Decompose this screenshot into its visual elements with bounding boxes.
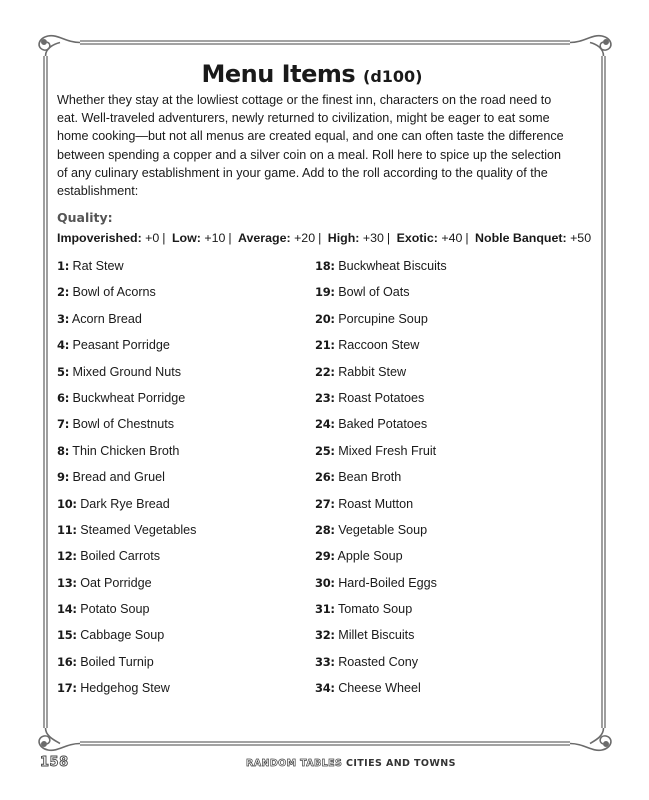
menu-item: [57, 337, 307, 363]
menu-item-number: 26:: [315, 470, 335, 485]
quality-name: High:: [327, 231, 360, 245]
menu-item: [57, 311, 307, 337]
menu-item-number: 27:: [315, 496, 335, 511]
menu-item-name: Baked Potatoes: [338, 417, 428, 432]
menu-item-number: 4:: [57, 338, 70, 353]
quality-mod: +40: [441, 231, 463, 245]
menu-item-number: 17:: [57, 681, 77, 696]
menu-item-name: Bean Broth: [338, 470, 402, 485]
menu-item-name: Bread and Gruel: [72, 470, 165, 485]
menu-item-number: 1:: [57, 259, 70, 273]
menu-item: [57, 654, 307, 680]
menu-item-name: Vegetable Soup: [338, 522, 428, 537]
menu-item: [315, 496, 565, 522]
menu-item-name: Tomato Soup: [337, 602, 413, 617]
menu-item-number: 31:: [315, 602, 335, 617]
menu-item: [315, 311, 565, 337]
menu-item: [315, 522, 565, 548]
menu-item: [315, 575, 565, 601]
menu-item: [57, 469, 307, 495]
menu-item-name: Apple Soup: [337, 549, 403, 564]
quality-name: Noble Banquet:: [475, 231, 567, 245]
menu-item-name: Thin Chicken Broth: [72, 443, 180, 458]
menu-item: [315, 337, 565, 363]
menu-item-number: 21:: [315, 338, 335, 353]
menu-item: [57, 680, 307, 706]
menu-item: [57, 522, 307, 548]
menu-item-number: 19:: [315, 285, 335, 300]
quality-name: Average:: [238, 231, 291, 245]
menu-item-name: Porcupine Soup: [338, 311, 428, 326]
menu-item-name: Buckwheat Biscuits: [338, 259, 447, 273]
menu-item-name: Raccoon Stew: [338, 338, 420, 353]
menu-item: [315, 627, 565, 653]
menu-item-number: 8:: [57, 443, 70, 458]
menu-item-number: 29:: [315, 549, 335, 564]
corner-flourish-bottom-right: [570, 728, 611, 750]
menu-item-number: 3:: [57, 311, 70, 326]
menu-item: [57, 364, 307, 390]
menu-item: [315, 680, 565, 706]
menu-item: [57, 284, 307, 310]
menu-item: [315, 364, 565, 390]
menu-item: [315, 284, 565, 310]
menu-item-name: Cheese Wheel: [338, 681, 421, 696]
menu-item-number: 22:: [315, 364, 335, 379]
menu-item: [57, 258, 307, 284]
menu-item-number: 12:: [57, 549, 77, 564]
menu-item-number: 34:: [315, 681, 335, 696]
menu-list-left: [57, 258, 307, 707]
menu-item-name: Mixed Fresh Fruit: [338, 443, 437, 458]
menu-item: [57, 390, 307, 416]
quality-modifiers: Impoverished: +0 | Low: +10 | Average: +20 | High: +30 | Exotic: +40 | Noble Banquet: +50: [57, 231, 592, 245]
menu-item-number: 15:: [57, 628, 77, 643]
quality-name: Low:: [171, 231, 201, 245]
menu-item-name: Steamed Vegetables: [80, 522, 197, 537]
menu-item-number: 14:: [57, 602, 77, 617]
menu-item: [57, 496, 307, 522]
menu-item-number: 33:: [315, 654, 335, 669]
menu-item-number: 18:: [315, 259, 335, 273]
menu-item-name: Bowl of Acorns: [72, 285, 156, 300]
title-text: Menu Items: [201, 60, 356, 88]
menu-item-number: 25:: [315, 443, 335, 458]
menu-item: [57, 601, 307, 627]
menu-item-number: 6:: [57, 390, 70, 405]
running-footer: [246, 758, 456, 769]
menu-item-number: 11:: [57, 522, 77, 537]
menu-item-number: 30:: [315, 575, 335, 590]
book-subtitle: CITIES AND TOWNS: [345, 758, 456, 769]
menu-item-number: 24:: [315, 417, 335, 432]
quality-heading: Quality:: [57, 210, 113, 225]
quality-name: Exotic:: [396, 231, 438, 245]
menu-item-name: Roasted Cony: [338, 654, 419, 669]
menu-item-name: Dark Rye Bread: [80, 496, 170, 511]
menu-item-number: 23:: [315, 390, 335, 405]
menu-item: [315, 416, 565, 442]
menu-item-name: Hedgehog Stew: [80, 681, 170, 696]
menu-item-name: Rat Stew: [72, 259, 124, 273]
menu-item-number: 32:: [315, 628, 335, 643]
corner-flourish-bottom-left: [39, 728, 80, 750]
menu-item-number: 9:: [57, 470, 70, 485]
menu-item-name: Boiled Carrots: [80, 549, 160, 564]
menu-item-number: 7:: [57, 417, 70, 432]
menu-item-name: Peasant Porridge: [72, 338, 170, 353]
book-title: RANDOM TABLES: [246, 758, 343, 769]
page-title: [57, 61, 567, 90]
quality-mod: +0: [145, 231, 160, 245]
menu-item-name: Mixed Ground Nuts: [72, 364, 182, 379]
corner-flourish-top-left: [39, 36, 80, 56]
menu-item-number: 5:: [57, 364, 70, 379]
menu-item-number: 2:: [57, 285, 70, 300]
menu-item-name: Oat Porridge: [80, 575, 152, 590]
menu-item: [57, 627, 307, 653]
menu-item-name: Hard-Boiled Eggs: [338, 575, 437, 590]
menu-item: [315, 258, 565, 284]
menu-item-name: Rabbit Stew: [338, 364, 407, 379]
menu-item: [57, 416, 307, 442]
intro-paragraph: Whether they stay at the lowliest cottage or the finest inn, characters on the road need to eat. Well-traveled adventurers, newly returned to civilization, might be eager to eat some home cooking—but not all menus are created equal, and one can often taste the difference between spending a copper and a silver coin on a meal. Roll here to spice up the selection of any culinary establishment in your game. Add to the roll according to the quality of the establishment:: [57, 93, 564, 199]
menu-item-number: 13:: [57, 575, 77, 590]
corner-flourish-top-right: [570, 36, 611, 56]
menu-item-number: 16:: [57, 654, 77, 669]
menu-item-number: 10:: [57, 496, 77, 511]
menu-list-right: [315, 258, 565, 707]
menu-item: [57, 443, 307, 469]
quality-mod: +50: [570, 231, 592, 245]
menu-item-name: Roast Mutton: [338, 496, 414, 511]
menu-item-name: Bowl of Chestnuts: [72, 417, 175, 432]
menu-item-name: Millet Biscuits: [338, 628, 415, 643]
menu-item-number: 20:: [315, 311, 335, 326]
menu-item-name: Potato Soup: [80, 602, 150, 617]
menu-item-number: 28:: [315, 522, 335, 537]
quality-name: Impoverished:: [57, 231, 142, 245]
quality-mod: +30: [362, 231, 384, 245]
quality-mod: +10: [204, 231, 226, 245]
menu-item-name: Buckwheat Porridge: [72, 390, 186, 405]
menu-item: [57, 548, 307, 574]
menu-item-name: Boiled Turnip: [80, 654, 154, 669]
menu-item-name: Bowl of Oats: [338, 285, 410, 300]
title-die: (d100): [363, 67, 423, 86]
quality-mod: +20: [294, 231, 316, 245]
menu-item: [315, 601, 565, 627]
menu-item: [315, 654, 565, 680]
menu-item-name: Cabbage Soup: [80, 628, 165, 643]
menu-item: [315, 469, 565, 495]
menu-item: [57, 575, 307, 601]
menu-item-name: Acorn Bread: [71, 311, 142, 326]
menu-item: [315, 548, 565, 574]
menu-item: [315, 390, 565, 416]
menu-item-name: Roast Potatoes: [338, 390, 425, 405]
menu-item: [315, 443, 565, 469]
page-number: 158: [40, 755, 69, 770]
